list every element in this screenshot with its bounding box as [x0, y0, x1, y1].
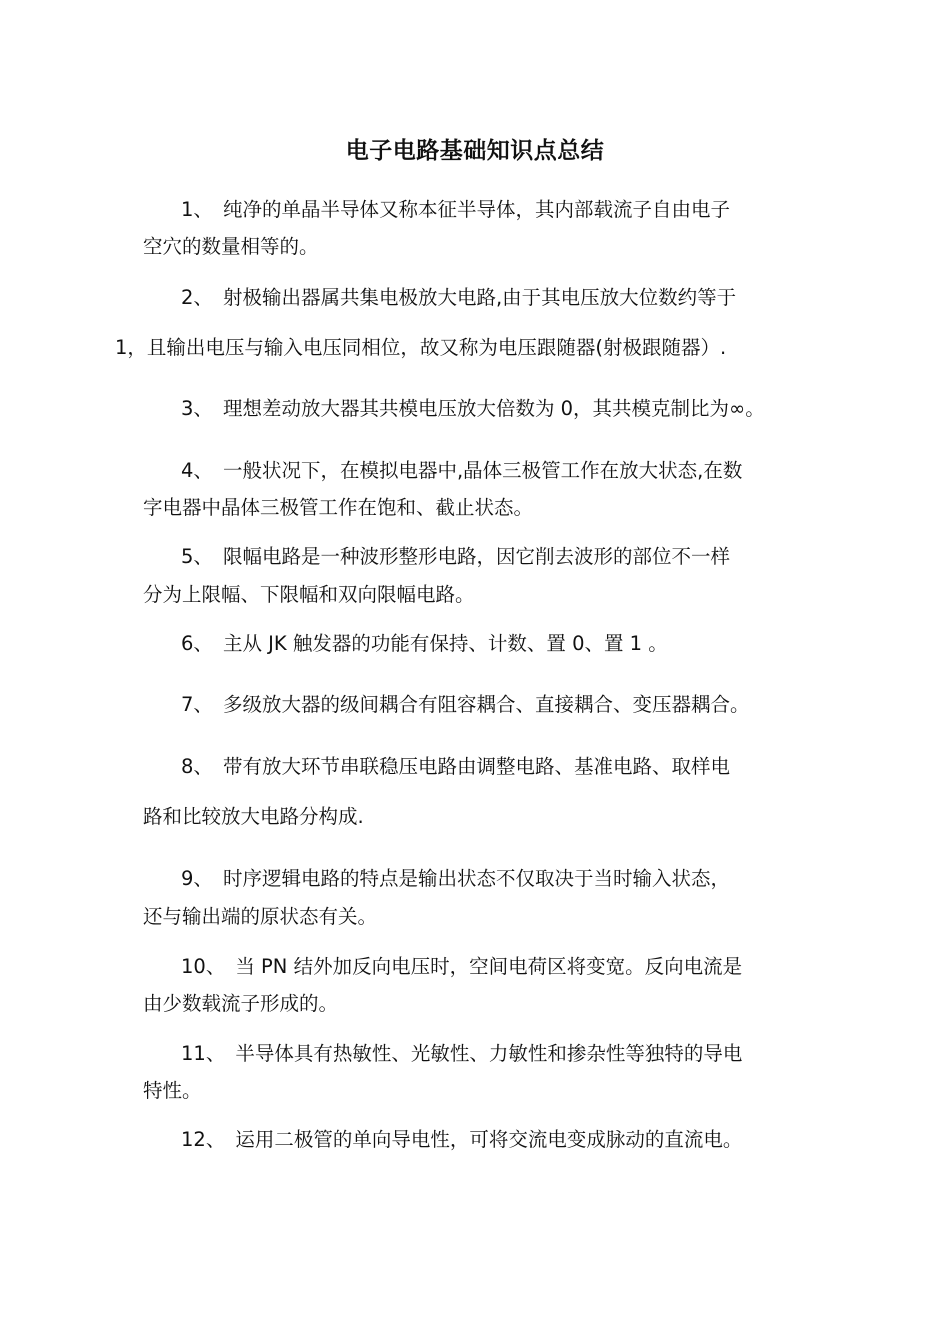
item-text-continued: 特性。	[143, 1079, 202, 1102]
item-text: 当 PN 结外加反向电压时，空间电荷区将变宽。反向电流是	[235, 955, 743, 978]
item-3-line1	[181, 395, 765, 423]
item-1-line2	[143, 233, 319, 261]
item-11-line2	[143, 1077, 202, 1105]
item-5-line1	[181, 543, 730, 571]
item-12-line1	[181, 1126, 742, 1154]
item-separator: 、	[193, 545, 213, 568]
item-separator: 、	[193, 397, 213, 420]
item-number: 3	[181, 397, 194, 420]
item-text: 运用二极管的单向导电性，可将交流电变成脉动的直流电。	[235, 1128, 743, 1151]
item-text-continued: 字电器中晶体三极管工作在饱和、截止状态。	[143, 496, 534, 519]
item-5-line2	[143, 581, 475, 609]
item-number: 1	[181, 198, 194, 221]
item-text: 多级放大器的级间耦合有阻容耦合、直接耦合、变压器耦合。	[222, 693, 750, 716]
item-text-continued: 还与输出端的原状态有关。	[143, 905, 378, 928]
page-title: 电子电路基础知识点总结	[345, 138, 605, 164]
item-2-line1	[181, 284, 736, 312]
item-10-line1	[181, 953, 742, 981]
item-4-line1	[181, 457, 742, 485]
item-separator: 、	[205, 1042, 226, 1065]
item-separator: 、	[205, 955, 226, 978]
item-number: 6	[181, 632, 194, 655]
item-number: 7	[181, 693, 194, 716]
item-number: 5	[181, 545, 194, 568]
item-11-line1	[181, 1040, 742, 1068]
item-separator: 、	[193, 459, 213, 482]
item-text: 纯净的单晶半导体又称本征半导体，其内部载流子自由电子	[222, 198, 730, 221]
item-text: 射极输出器属共集电极放大电路,由于其电压放大位数约等于	[222, 286, 737, 309]
item-text: 时序逻辑电路的特点是输出状态不仅取决于当时输入状态，	[222, 867, 730, 890]
item-9-line2	[143, 903, 377, 931]
item-9-line1	[181, 865, 730, 893]
item-text-continued: 由少数载流子形成的。	[143, 992, 339, 1015]
item-text: 半导体具有热敏性、光敏性、力敏性和掺杂性等独特的导电	[235, 1042, 743, 1065]
item-8-line1	[181, 753, 730, 781]
item-10-line2	[143, 990, 338, 1018]
item-number: 2	[181, 286, 194, 309]
item-text: 限幅电路是一种波形整形电路，因它削去波形的部位不一样	[222, 545, 730, 568]
item-separator: 、	[193, 632, 213, 655]
item-separator: 、	[193, 867, 213, 890]
item-text: 带有放大环节串联稳压电路由调整电路、基准电路、取样电	[222, 755, 730, 778]
item-text-continued: 空穴的数量相等的。	[143, 235, 319, 258]
item-number: 11	[181, 1042, 206, 1065]
item-separator: 、	[205, 1128, 226, 1151]
item-number: 10	[181, 955, 206, 978]
item-text-continued: 路和比较放大电路分构成.	[143, 805, 364, 828]
item-7-line1	[181, 691, 749, 719]
item-6-line1	[181, 630, 668, 658]
item-text-continued: 1，且输出电压与输入电压同相位，故又称为电压跟随器(射极跟随器）.	[115, 336, 727, 359]
item-text: 理想差动放大器其共模电压放大倍数为 0，其共模克制比为∞。	[222, 397, 765, 420]
item-4-line2	[143, 494, 533, 522]
item-separator: 、	[193, 693, 213, 716]
item-text: 一般状况下，在模拟电器中,晶体三极管工作在放大状态,在数	[222, 459, 743, 482]
item-number: 8	[181, 755, 194, 778]
item-8-line2	[143, 803, 364, 831]
item-text-continued: 分为上限幅、下限幅和双向限幅电路。	[143, 583, 475, 606]
item-2-line2	[115, 334, 726, 362]
item-1-line1	[181, 196, 730, 224]
item-text: 主从 JK 触发器的功能有保持、计数、置 0、置 1 。	[222, 632, 668, 655]
item-separator: 、	[193, 198, 213, 221]
item-number: 12	[181, 1128, 206, 1151]
item-number: 4	[181, 459, 194, 482]
item-separator: 、	[193, 286, 213, 309]
item-number: 9	[181, 867, 194, 890]
item-separator: 、	[193, 755, 213, 778]
